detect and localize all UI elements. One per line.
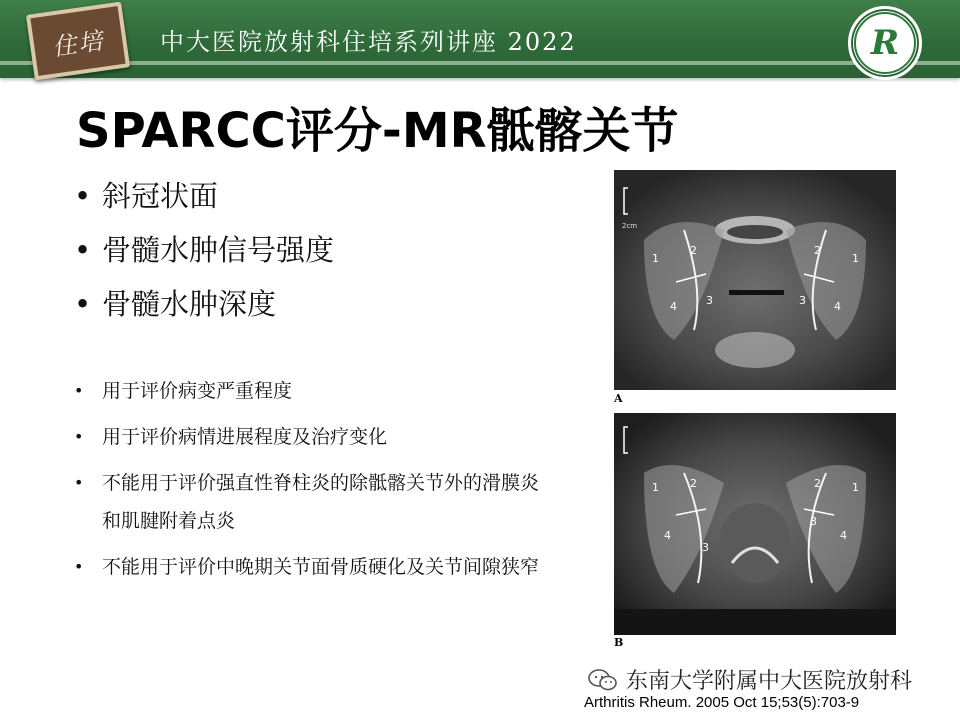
region-number: 1 [852, 481, 859, 494]
region-number: 2 [690, 477, 697, 490]
region-number: 3 [810, 515, 817, 528]
series-title: 中大医院放射科住培系列讲座 2022 [160, 28, 577, 56]
region-number: 2 [814, 477, 821, 490]
sub-bullet: • 用于评价病情进展程度及治疗变化 [74, 418, 544, 456]
hospital-logo-icon [848, 6, 922, 80]
region-number: 4 [670, 300, 677, 313]
main-bullet-list [74, 174, 334, 336]
logo-letter: R [870, 23, 900, 63]
sub-bullet: • 用于评价病变严重程度 [74, 372, 544, 410]
region-number: 4 [840, 529, 847, 542]
badge-text: 住培 [50, 25, 107, 61]
wechat-icon [588, 668, 618, 692]
region-number: 4 [834, 300, 841, 313]
region-number: 4 [664, 529, 671, 542]
citation: Arthritis Rheum. 2005 Oct 15;53(5):703-9 [584, 694, 860, 711]
mri-image-a [614, 170, 896, 390]
header-banner [0, 0, 960, 78]
sub-bullet-list [74, 372, 544, 594]
region-number: 3 [799, 294, 806, 307]
wechat-watermark [588, 664, 912, 695]
region-number: 1 [652, 252, 659, 265]
sub-bullet: • 不能用于评价强直性脊柱炎的除骶髂关节外的滑膜炎和肌腱附着点炎 [74, 464, 544, 540]
mri-image-b [614, 413, 896, 635]
region-number: 2 [690, 244, 697, 257]
region-number: 1 [852, 252, 859, 265]
region-number: 3 [706, 294, 713, 307]
main-bullet: • 骨髓水肿信号强度 [74, 228, 334, 282]
main-bullet: • 骨髓水肿深度 [74, 282, 334, 336]
region-number: 1 [652, 481, 659, 494]
chalkboard-badge [26, 2, 130, 81]
sub-bullet: • 不能用于评价中晚期关节面骨质硬化及关节间隙狭窄 [74, 548, 544, 586]
banner-stripe [0, 61, 960, 65]
panel-label-b: B [614, 636, 624, 649]
watermark-text: 东南大学附属中大医院放射科 [626, 669, 913, 694]
region-number: 2 [814, 244, 821, 257]
scale-label: 2cm [622, 222, 638, 230]
panel-label-a: A [614, 392, 623, 405]
main-bullet: • 斜冠状面 [74, 174, 334, 228]
region-number: 3 [702, 541, 709, 554]
slide-title: SPARCC评分-MR骶髂关节 [76, 103, 679, 159]
